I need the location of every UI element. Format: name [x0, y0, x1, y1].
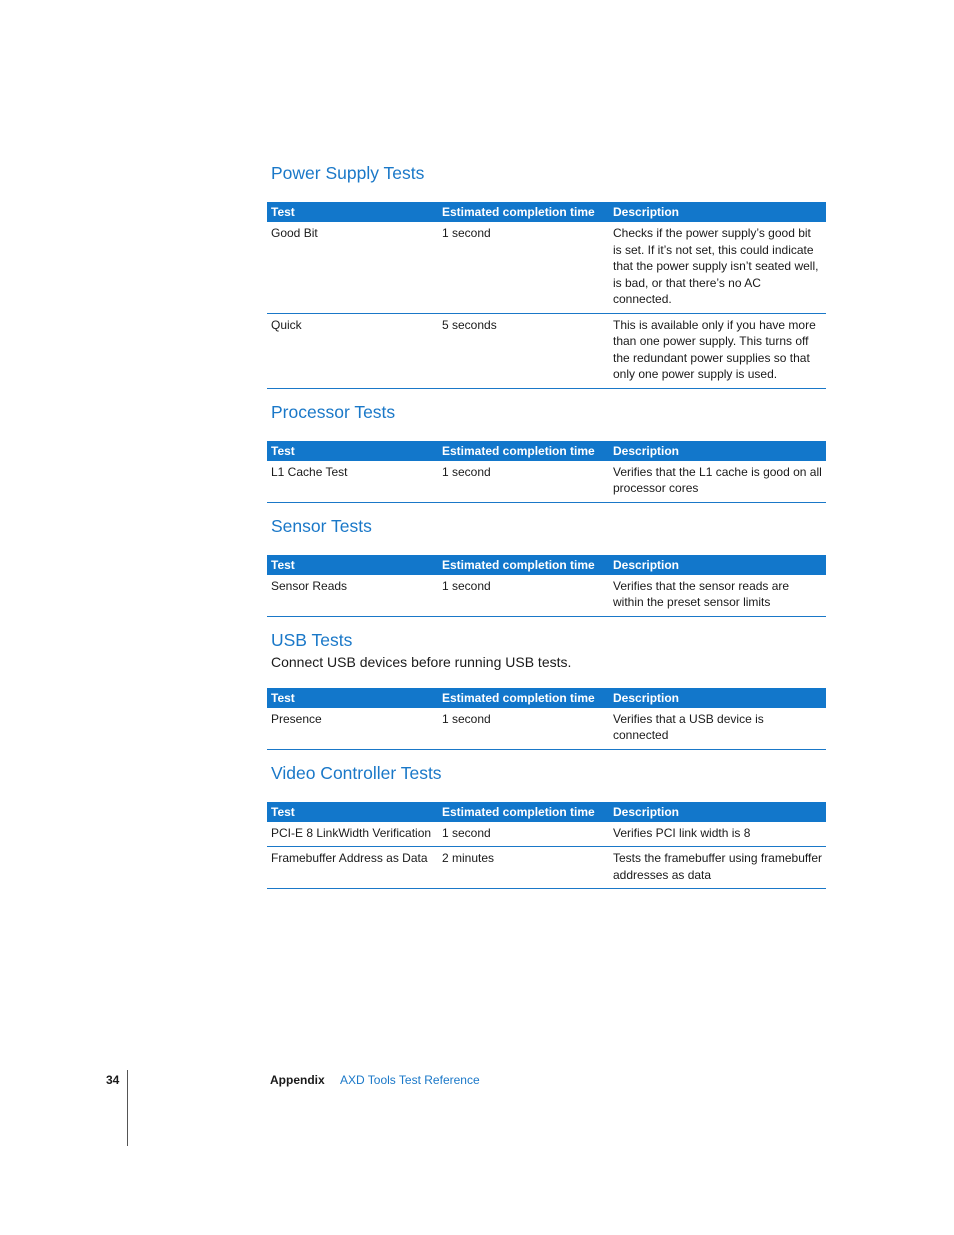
- table-header: [267, 802, 826, 822]
- column-header-description: Description: [609, 441, 826, 461]
- column-header-test: Test: [267, 441, 438, 461]
- test-time: 1 second: [438, 575, 609, 617]
- test-description: This is available only if you have more than one power supply. This turns off the redundant power supplies so that only one power supply is used.: [609, 313, 826, 388]
- sensor-tests-table: [267, 555, 826, 617]
- test-name: Sensor Reads: [267, 575, 438, 617]
- footer-section-label: Appendix: [270, 1073, 325, 1087]
- table-header: [267, 688, 826, 708]
- test-name: L1 Cache Test: [267, 461, 438, 503]
- footer-chapter-link[interactable]: AXD Tools Test Reference: [340, 1073, 480, 1087]
- usb-tests-table: [267, 688, 826, 750]
- column-header-test: Test: [267, 688, 438, 708]
- column-header-time: Estimated completion time: [438, 441, 609, 461]
- test-description: Tests the framebuffer using framebuffer addresses as data: [609, 847, 826, 889]
- section-power-supply-tests: [267, 160, 826, 389]
- table-row: [267, 313, 826, 388]
- column-header-description: Description: [609, 202, 826, 222]
- page-number: 34: [106, 1073, 120, 1087]
- table-row: [267, 708, 826, 750]
- test-name: Presence: [267, 708, 438, 750]
- section-title: Video Controller Tests: [271, 762, 442, 783]
- table-row: [267, 461, 826, 503]
- test-description: Checks if the power supply’s good bit is set. If it’s not set, this could indicate that the power supply isn’t seated well, is bad, or that there’s no AC connected.: [609, 222, 826, 313]
- section-sensor-tests: [267, 513, 826, 617]
- column-header-description: Description: [609, 802, 826, 822]
- table-row: [267, 575, 826, 617]
- table-row: [267, 847, 826, 889]
- document-body: [267, 160, 826, 889]
- column-header-test: Test: [267, 202, 438, 222]
- test-name: Quick: [267, 313, 438, 388]
- table-header: [267, 441, 826, 461]
- column-header-time: Estimated completion time: [438, 202, 609, 222]
- section-title: Sensor Tests: [271, 515, 372, 536]
- power-supply-tests-table: [267, 202, 826, 389]
- table-header: [267, 202, 826, 222]
- column-header-time: Estimated completion time: [438, 555, 609, 575]
- test-time: 1 second: [438, 708, 609, 750]
- section-title: Processor Tests: [271, 401, 396, 422]
- column-header-time: Estimated completion time: [438, 802, 609, 822]
- test-time: 1 second: [438, 222, 609, 313]
- test-name: Good Bit: [267, 222, 438, 313]
- section-intro: Connect USB devices before running USB tests.: [271, 653, 572, 670]
- test-time: 2 minutes: [438, 847, 609, 889]
- table-header: [267, 555, 826, 575]
- test-time: 1 second: [438, 822, 609, 847]
- column-header-test: Test: [267, 555, 438, 575]
- test-name: PCI-E 8 LinkWidth Verification: [267, 822, 438, 847]
- section-usb-tests: [267, 627, 826, 750]
- test-description: Verifies that a USB device is connected: [609, 708, 826, 750]
- column-header-description: Description: [609, 555, 826, 575]
- column-header-time: Estimated completion time: [438, 688, 609, 708]
- test-description: Verifies PCI link width is 8: [609, 822, 826, 847]
- processor-tests-table: [267, 441, 826, 503]
- test-name: Framebuffer Address as Data: [267, 847, 438, 889]
- test-description: Verifies that the sensor reads are within the preset sensor limits: [609, 575, 826, 617]
- test-description: Verifies that the L1 cache is good on all processor cores: [609, 461, 826, 503]
- section-title: USB Tests: [271, 629, 353, 650]
- video-controller-tests-table: [267, 802, 826, 890]
- table-row: [267, 822, 826, 847]
- test-time: 1 second: [438, 461, 609, 503]
- section-video-controller-tests: [267, 760, 826, 890]
- column-header-description: Description: [609, 688, 826, 708]
- section-processor-tests: [267, 399, 826, 503]
- column-header-test: Test: [267, 802, 438, 822]
- test-time: 5 seconds: [438, 313, 609, 388]
- section-title: Power Supply Tests: [271, 163, 425, 183]
- table-row: [267, 222, 826, 313]
- footer-divider: [127, 1070, 128, 1146]
